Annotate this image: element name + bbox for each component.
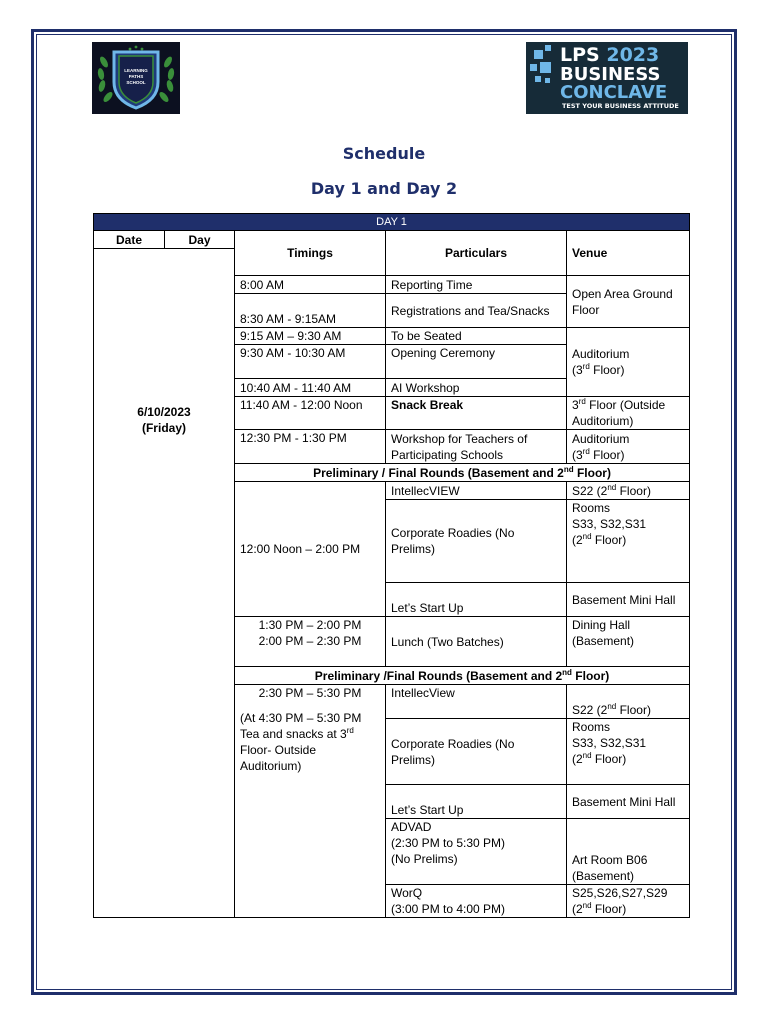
venue-text: Art Room B06 [572,853,648,867]
venue-sup: nd [582,901,592,910]
venue-text: Floor) [589,447,625,462]
timing-cell: 8:30 AM - 9:15AM [235,294,386,328]
venue-cell [567,482,690,500]
timing-cell [235,617,386,667]
particulars-cell: Let’s Start Up [386,785,567,819]
venue-text: (2 [572,902,583,916]
venue-text: Floor) [591,533,627,547]
timing-cell: 8:00 AM [235,276,386,294]
venue-text: Floor) [591,752,627,766]
venue-cell: Basement Mini Hall [567,785,690,819]
conclave-logo [526,42,688,114]
particulars-cell: Corporate Roadies (No Prelims) [386,500,567,583]
particulars-cell [386,819,567,885]
particulars-text: (2:30 PM to 5:30 PM) [391,836,506,850]
venue-text: S22 (2 [572,483,608,498]
venue-sup: nd [607,702,617,711]
particulars-text: (3:00 PM to 4:00 PM) [391,902,506,916]
particulars-cell: Workshop for Teachers of Participating Schools [386,430,567,464]
schedule-table [93,213,690,918]
venue-text: S22 (2 [572,703,608,717]
venue-cell [567,885,690,918]
conclave-logo-tagline: TEST YOUR BUSINESS ATTITUDE [562,102,679,110]
venue-text: Rooms [572,501,611,515]
timing-text: 1:30 PM – 2:00 PM [258,618,362,632]
venue-text: (2 [572,752,583,766]
venue-text: (3 [572,447,583,462]
venue-text: S33, S32,S31 [572,517,647,531]
venue-sup: rd [582,446,590,456]
conclave-logo-conclave: CONCLAVE [560,82,668,103]
venue-text: Auditorium [572,347,630,361]
conclave-logo-lps: LPS [560,44,600,66]
particulars-text: WorQ [391,886,423,900]
venue-cell [567,328,690,397]
date-value: 6/10/2023 [137,405,191,419]
header-date: Date [94,231,165,249]
venue-text: S25,S26,S27,S29 [572,886,668,900]
timing-text: 2:30 PM – 5:30 PM [258,686,362,700]
venue-cell: Open Area Ground Floor [567,276,690,328]
venue-text: Floor) [616,483,651,498]
particulars-cell: Opening Ceremony [386,345,567,379]
venue-text: (Basement) [572,869,635,883]
venue-cell [567,430,690,464]
venue-sup: nd [582,532,592,541]
venue-sup: rd [578,397,586,406]
particulars-cell: To be Seated [386,328,567,345]
timing-cell: 11:40 AM - 12:00 Noon [235,397,386,430]
venue-text: Floor (Outside Auditorium) [572,398,666,428]
particulars-cell: Corporate Roadies (No Prelims) [386,719,567,785]
timing-cell: 9:30 AM - 10:30 AM [235,345,386,379]
venue-cell [567,819,690,885]
venue-sup: nd [582,751,592,760]
particulars-text: (No Prelims) [391,852,458,866]
school-logo [92,42,180,114]
timing-cell: 12:30 PM - 1:30 PM [235,430,386,464]
day-band: DAY 1 [94,214,690,231]
venue-cell [567,397,690,430]
venue-text: Rooms [572,720,611,734]
venue-cell [567,500,690,583]
timing-text: 2:00 PM – 2:30 PM [258,634,362,648]
particulars-cell: IntellecVIEW [386,482,567,500]
venue-text: Auditorium [572,431,630,446]
section-heading-text: Preliminary / Final Rounds (Basement and 2 [313,465,564,480]
venue-cell: Dining Hall (Basement) [567,617,690,667]
timing-note-sup: rd [346,726,354,735]
venue-text: (2 [572,533,583,547]
timing-note-text: Floor- Outside Auditorium) [240,743,317,773]
header-timings: Timings [235,231,386,276]
venue-cell: Basement Mini Hall [567,583,690,617]
particulars-cell: Lunch (Two Batches) [386,617,567,667]
particulars-text: ADVAD [391,820,432,834]
venue-text: S33, S32,S31 [572,736,647,750]
date-day-cell [94,249,235,918]
section-heading-sup: nd [563,464,574,474]
section-heading-text: Preliminary /Final Rounds (Basement and 2 [314,668,563,683]
venue-cell [567,719,690,785]
header-venue: Venue [567,231,690,276]
section-heading [235,667,690,685]
particulars-cell: Reporting Time [386,276,567,294]
particulars-cell: AI Workshop [386,379,567,397]
venue-text: Floor) [616,703,651,717]
venue-text: Floor) [591,902,627,916]
particulars-cell: IntellecView [386,685,567,719]
particulars-cell: Snack Break [386,397,567,430]
conclave-logo-business: BUSINESS [560,64,661,85]
venue-text: 3 [572,398,579,412]
day-value: (Friday) [141,421,186,435]
particulars-cell [386,885,567,918]
particulars-cell: Registrations and Tea/Snacks [386,294,567,328]
venue-sup: nd [607,482,617,492]
page-subtitle: Day 1 and Day 2 [310,179,458,198]
particulars-cell: Let’s Start Up [386,583,567,617]
venue-cell [567,685,690,719]
section-heading-text: Floor) [573,465,611,480]
school-logo-text: LEARNING PATHS SCHOOL [124,68,148,85]
section-heading-text: Floor) [571,668,610,683]
section-heading [235,464,690,482]
header-day: Day [165,231,235,249]
timing-note-text: (At 4:30 PM – 5:30 PM Tea and snacks at 3 [240,711,362,741]
section-heading-sup: nd [562,667,572,677]
venue-text: (3 [572,363,583,377]
timing-cell: 9:15 AM – 9:30 AM [235,328,386,345]
venue-sup: rd [582,362,590,371]
venue-text: Floor) [589,363,625,377]
conclave-logo-year: 2023 [606,44,660,66]
timing-cell [235,685,386,918]
timing-cell: 10:40 AM - 11:40 AM [235,379,386,397]
timing-cell: 12:00 Noon – 2:00 PM [235,482,386,617]
timing-note [240,710,380,774]
header-particulars: Particulars [386,231,567,276]
page-title: Schedule [342,144,426,163]
